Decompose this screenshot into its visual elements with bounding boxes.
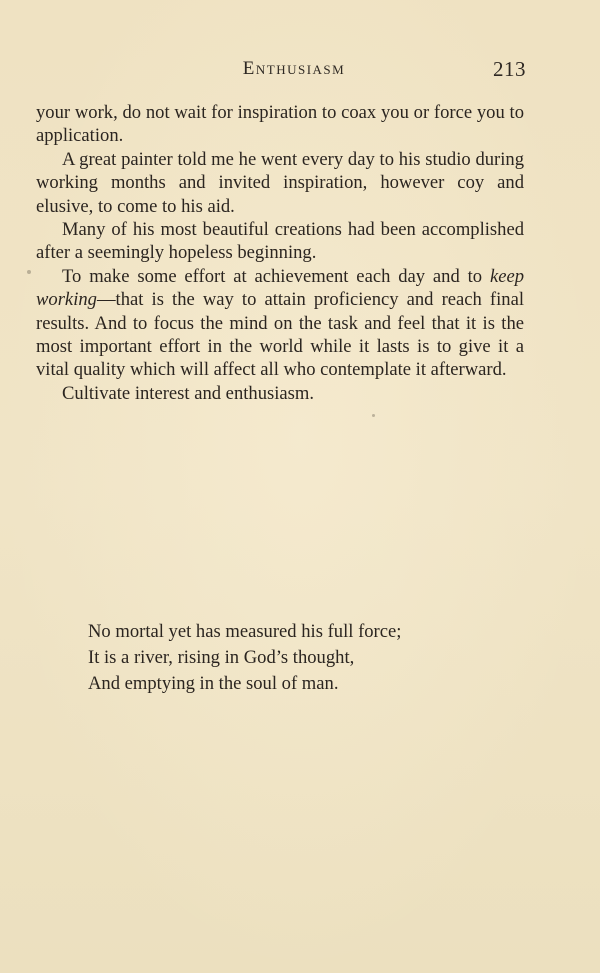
- paragraph-cultivate: Cultivate interest and enthusiasm.: [62, 382, 314, 404]
- verse-line: It is a river, rising in God’s thought,: [88, 647, 355, 668]
- running-head: [62, 58, 526, 88]
- paper-speck: [27, 270, 31, 274]
- emphasis-keep-working: keep working: [36, 265, 524, 311]
- page-number: 213: [493, 57, 526, 81]
- verse-quotation: [88, 619, 508, 697]
- paragraph-creations: Many of his most beautiful creations had been accomplished after a seemingly hopeless beginning.: [36, 219, 524, 264]
- verse-line: And emptying in the soul of man.: [88, 673, 339, 694]
- running-title: Enthusiasm: [242, 58, 346, 79]
- paragraph-effort-end: —that is the way to attain proficiency and reach final results. And to focus the mind on the task and feel that it is the most important effort in the world while it lasts is to give it a vital quality which will affect all who contemplate it afterward.: [36, 289, 524, 381]
- paragraph-effort-start: To make some effort at achievement each day and to: [62, 265, 490, 287]
- verse-line: No mortal yet has measured his full force;: [88, 621, 402, 642]
- paragraph-continuation: your work, do not wait for inspiration to coax you or force you to application.: [36, 102, 524, 147]
- paragraph-effort: [36, 265, 524, 382]
- paper-speck: [372, 414, 375, 417]
- paragraph-painter: A great painter told me he went every day to his studio during working months and invited inspiration, however coy and elusive, to come to his aid.: [36, 148, 524, 217]
- body-text: [36, 101, 524, 405]
